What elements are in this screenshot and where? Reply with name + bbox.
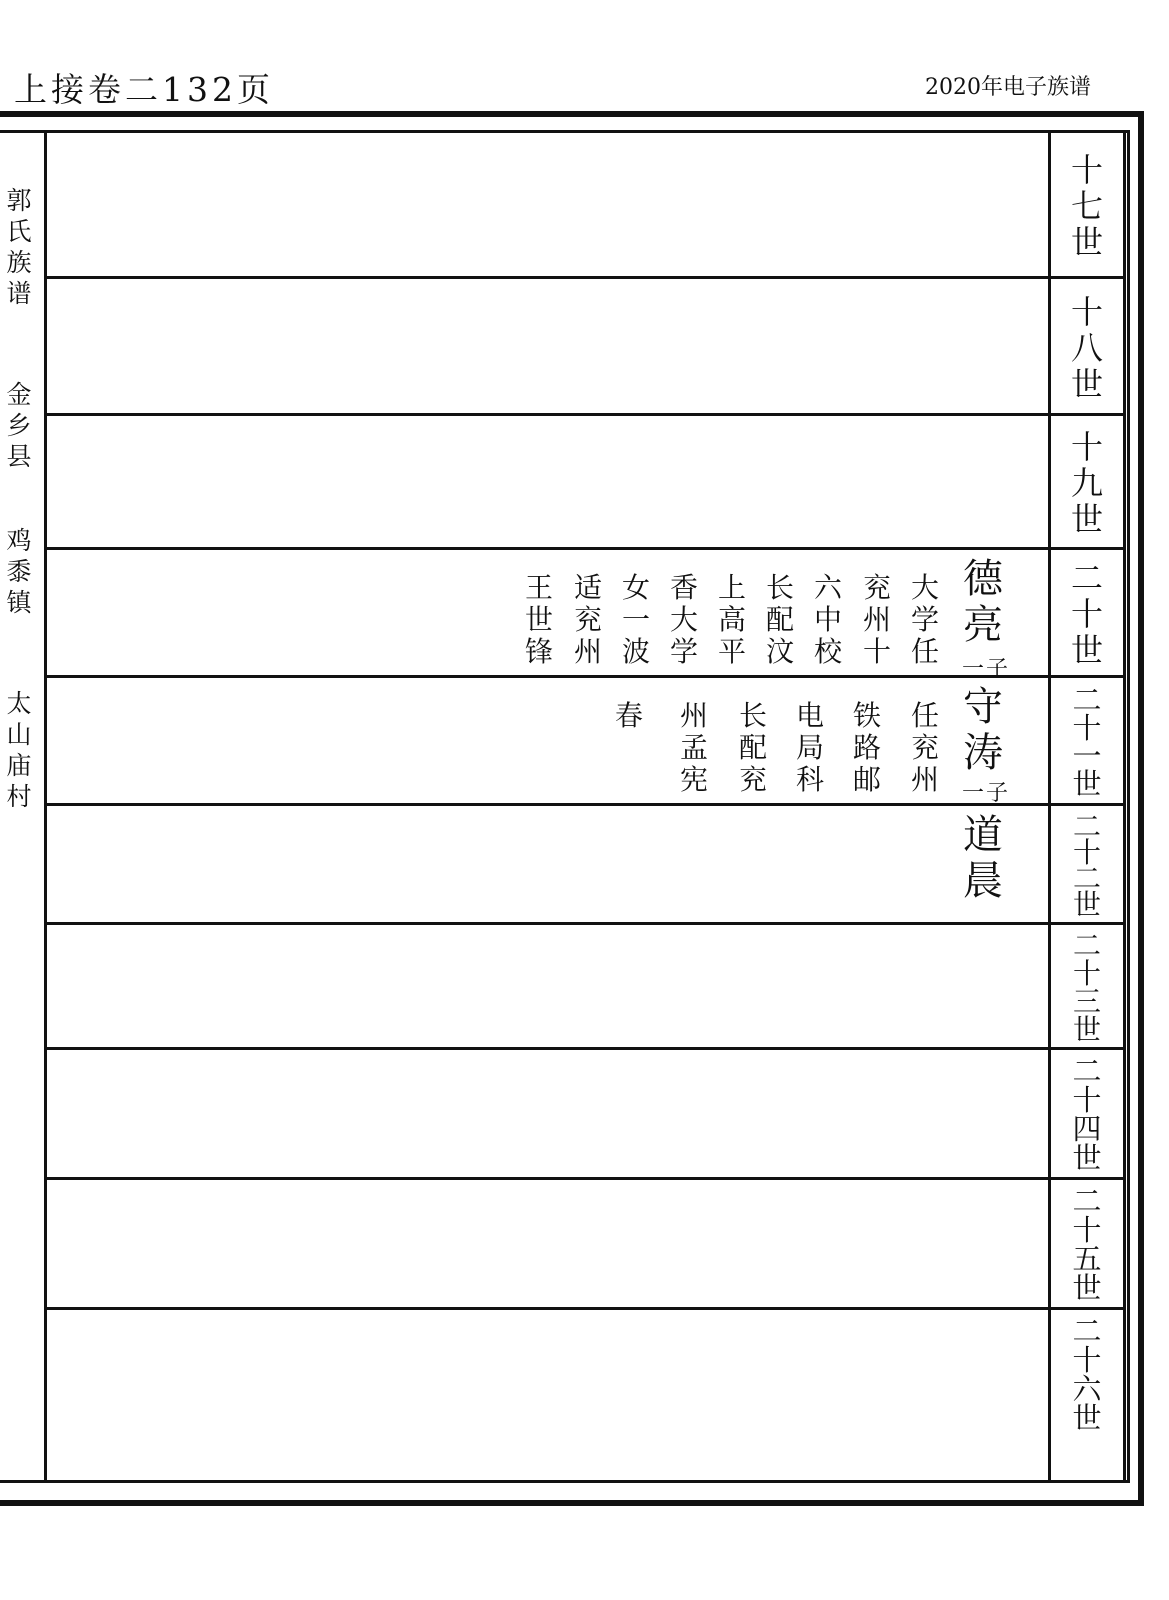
note-column: 春 [614,699,643,732]
note-column: 长 配 兖 [738,699,767,796]
sidebar-group-town [4,525,34,618]
generation-row [47,1050,1123,1180]
generation-row [47,416,1123,550]
child-count-deliang: 一子 [962,657,1011,682]
person-name-deliang: 德 亮 [963,556,1003,648]
page-header-continuation: 上接卷二132页 [14,70,274,109]
page-header-edition: 2020年电子族谱 [925,75,1091,100]
generation-label: 二 十 世 [1070,559,1103,669]
child-count-shoutao: 一子 [962,781,1011,806]
generation-row [47,279,1123,416]
sidebar-char: 氏 [6,217,32,246]
generation-label: 二 十 三 世 [1072,928,1101,1046]
person-name-shoutao: 守 涛 [963,684,1003,776]
generation-row [47,1180,1123,1310]
sidebar-char: 族 [6,248,32,277]
generation-column [1048,133,1126,1480]
generation-label: 二 十 四 世 [1072,1054,1102,1175]
sidebar-column [0,133,47,1480]
sidebar-char: 庙 [6,751,32,780]
sidebar-char: 村 [6,782,32,811]
sidebar-group-village [4,688,34,812]
generation-row [47,133,1123,279]
note-column: 香 大 学 [669,571,698,668]
sidebar-char: 山 [6,720,32,749]
person-name-daochen: 道 晨 [963,812,1003,904]
note-column: 适 兖 州 [573,571,602,668]
note-column: 州 孟 宪 [679,699,708,796]
generation-label: 二 十 二 世 [1072,809,1101,921]
note-column: 女 一 波 [621,571,650,668]
generation-label: 十 八 世 [1070,292,1103,403]
sidebar-char: 镇 [6,588,32,617]
sidebar-char: 金 [6,380,32,409]
generation-label: 二 十 五 世 [1072,1184,1102,1305]
sidebar-char: 乡 [6,411,32,440]
generation-label: 十 九 世 [1070,428,1103,538]
sidebar-char: 黍 [6,557,32,586]
generation-row [47,925,1123,1050]
note-column: 电 局 科 [795,699,824,796]
generation-label: 十 七 世 [1070,151,1103,261]
note-column: 大 学 任 [910,571,939,668]
note-column: 长 配 汶 [765,571,794,668]
sidebar-char: 太 [6,689,32,718]
generation-label: 二 十 一 世 [1072,683,1102,801]
sidebar-group-clan [4,185,34,309]
note-column: 上 高 平 [717,571,746,668]
sidebar-char: 县 [6,442,32,471]
generation-label: 二 十 六 世 [1072,1314,1102,1435]
note-column: 铁 路 邮 [852,699,881,796]
sidebar-char: 鸡 [6,526,32,555]
note-column: 六 中 校 [813,571,842,668]
note-column: 任 兖 州 [910,699,939,796]
sidebar-char: 谱 [6,279,32,308]
sidebar-char: 郭 [6,186,32,215]
sidebar-group-county [4,379,34,472]
note-column: 兖 州 十 [862,571,891,668]
note-column: 王 世 锋 [524,571,553,668]
